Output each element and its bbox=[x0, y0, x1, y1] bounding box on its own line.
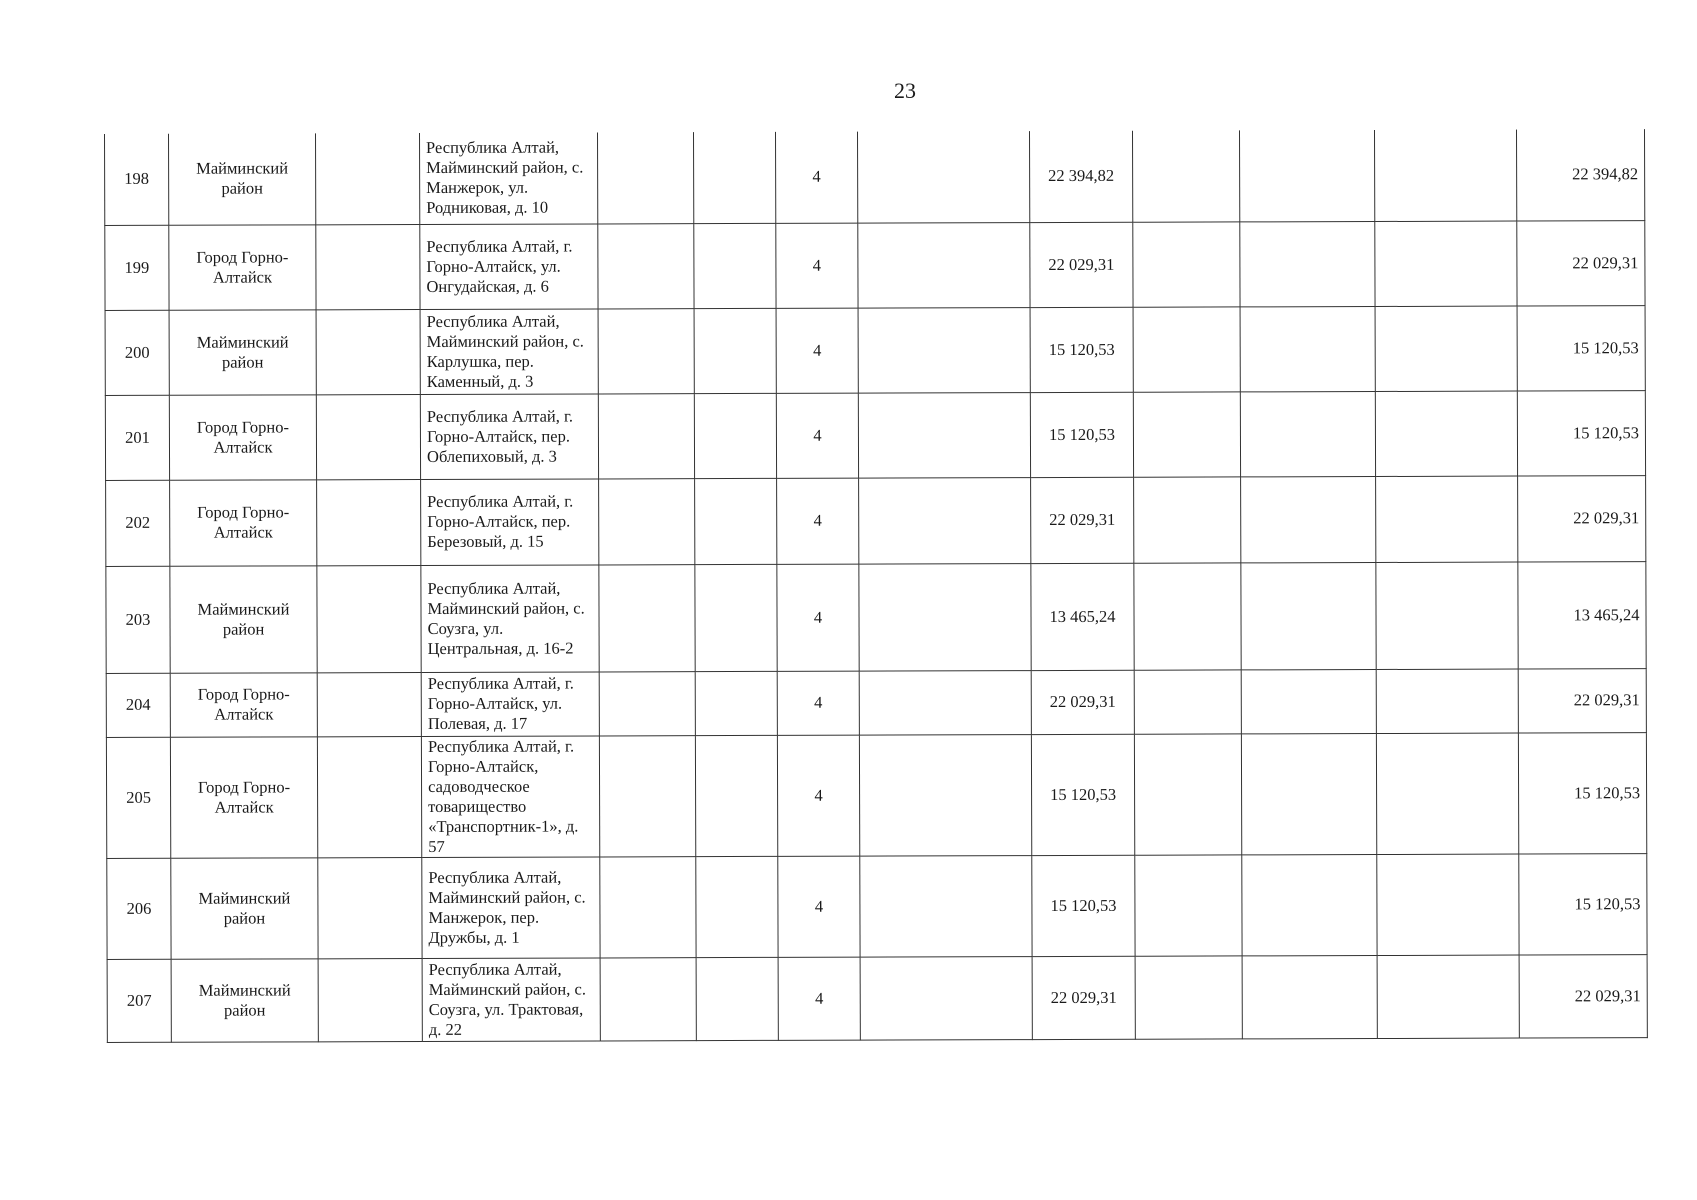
empty-cell bbox=[860, 855, 1032, 957]
empty-cell bbox=[1374, 130, 1516, 221]
table-row bbox=[105, 305, 1645, 395]
empty-cell bbox=[317, 736, 421, 857]
empty-cell bbox=[1132, 130, 1239, 221]
empty-cell bbox=[694, 223, 776, 308]
empty-cell bbox=[316, 309, 420, 394]
empty-cell bbox=[859, 477, 1031, 564]
amount-cell: 22 029,31 bbox=[1031, 477, 1134, 563]
empty-cell bbox=[693, 132, 775, 223]
address-cell: Республика Алтай, г. Горно-Алтайск, садоводческое товарищество «Транспортник-1», д. 57 bbox=[421, 735, 599, 857]
empty-cell bbox=[1377, 955, 1519, 1038]
floors-cell: 4 bbox=[775, 132, 857, 223]
empty-cell bbox=[317, 672, 421, 736]
address-cell: Республика Алтай, г. Горно-Алтайск, пер. Облепиховый, д. 3 bbox=[420, 393, 598, 479]
amount-cell: 15 120,53 bbox=[1030, 392, 1133, 477]
table-row bbox=[105, 129, 1645, 225]
floors-cell: 4 bbox=[778, 957, 860, 1040]
total-cell: 22 029,31 bbox=[1518, 475, 1646, 561]
empty-cell bbox=[858, 392, 1030, 478]
empty-cell bbox=[858, 307, 1030, 393]
empty-cell bbox=[694, 308, 776, 393]
address-cell: Республика Алтай, Майминский район, с. Соузга, ул. Трактовая, д. 22 bbox=[422, 957, 600, 1041]
total-cell: 15 120,53 bbox=[1517, 390, 1645, 475]
table-row bbox=[106, 668, 1646, 737]
address-cell: Республика Алтай, г. Горно-Алтайск, ул. Онгудайская, д. 6 bbox=[420, 223, 598, 309]
empty-cell bbox=[315, 133, 419, 224]
total-cell: 15 120,53 bbox=[1517, 305, 1645, 390]
amount-cell: 22 029,31 bbox=[1030, 222, 1133, 307]
empty-cell bbox=[599, 478, 695, 564]
empty-cell bbox=[1375, 221, 1517, 306]
empty-cell bbox=[694, 393, 776, 478]
table-body bbox=[105, 129, 1648, 1042]
empty-cell bbox=[318, 857, 422, 958]
empty-cell bbox=[1242, 854, 1377, 955]
empty-cell bbox=[600, 957, 696, 1040]
empty-cell bbox=[1376, 476, 1518, 562]
total-cell: 22 029,31 bbox=[1519, 954, 1647, 1037]
empty-cell bbox=[860, 956, 1032, 1040]
row-number: 200 bbox=[105, 310, 169, 395]
floors-cell: 4 bbox=[777, 564, 859, 671]
total-cell: 22 029,31 bbox=[1517, 220, 1645, 305]
empty-cell bbox=[1134, 562, 1241, 669]
row-number: 198 bbox=[105, 134, 169, 225]
empty-cell bbox=[1240, 391, 1375, 476]
floors-cell: 4 bbox=[776, 223, 858, 308]
address-cell: Республика Алтай, г. Горно-Алтайск, ул. Полевая, д. 17 bbox=[421, 671, 599, 736]
empty-cell bbox=[600, 856, 696, 957]
empty-cell bbox=[695, 478, 777, 564]
address-cell: Республика Алтай, Майминский район, с. Карлушка, пер. Каменный, д. 3 bbox=[420, 308, 598, 394]
empty-cell bbox=[1241, 476, 1376, 562]
empty-cell bbox=[599, 671, 695, 735]
floors-cell: 4 bbox=[776, 393, 858, 478]
total-cell: 15 120,53 bbox=[1518, 732, 1646, 853]
empty-cell bbox=[695, 564, 777, 671]
empty-cell bbox=[859, 670, 1031, 735]
district-cell: Майминский район bbox=[168, 133, 315, 224]
empty-cell bbox=[1242, 955, 1377, 1038]
empty-cell bbox=[598, 308, 694, 393]
table-row bbox=[106, 475, 1646, 566]
row-number: 203 bbox=[106, 566, 170, 673]
amount-cell: 22 029,31 bbox=[1032, 956, 1135, 1039]
table-row bbox=[106, 732, 1646, 858]
amount-cell: 22 029,31 bbox=[1031, 670, 1134, 734]
district-cell: Майминский район bbox=[171, 958, 318, 1041]
row-number: 206 bbox=[107, 858, 171, 959]
table-row bbox=[105, 220, 1645, 310]
row-number: 202 bbox=[106, 480, 170, 566]
empty-cell bbox=[1133, 221, 1240, 306]
total-cell: 22 029,31 bbox=[1518, 668, 1646, 732]
empty-cell bbox=[597, 132, 693, 223]
table-row bbox=[107, 954, 1647, 1042]
empty-cell bbox=[695, 735, 777, 856]
empty-cell bbox=[1133, 391, 1240, 476]
empty-cell bbox=[1376, 733, 1518, 854]
document-table bbox=[104, 129, 1648, 1042]
empty-cell bbox=[1135, 955, 1242, 1038]
floors-cell: 4 bbox=[778, 856, 860, 957]
amount-cell: 15 120,53 bbox=[1030, 307, 1133, 392]
empty-cell bbox=[1376, 562, 1518, 669]
empty-cell bbox=[1135, 854, 1242, 955]
empty-cell bbox=[859, 734, 1031, 856]
district-cell: Город Горно-Алтайск bbox=[170, 479, 317, 565]
row-number: 207 bbox=[107, 959, 171, 1042]
empty-cell bbox=[316, 224, 420, 309]
empty-cell bbox=[1241, 669, 1376, 733]
empty-cell bbox=[598, 393, 694, 478]
empty-cell bbox=[1134, 733, 1241, 854]
empty-cell bbox=[859, 563, 1031, 671]
empty-cell bbox=[1239, 130, 1374, 221]
empty-cell bbox=[317, 479, 421, 565]
empty-cell bbox=[1241, 733, 1376, 854]
empty-cell bbox=[696, 957, 778, 1040]
floors-cell: 4 bbox=[777, 671, 859, 735]
floors-cell: 4 bbox=[777, 735, 859, 856]
district-cell: Город Горно-Алтайск bbox=[170, 736, 317, 857]
empty-cell bbox=[598, 223, 694, 308]
row-number: 204 bbox=[106, 673, 170, 737]
empty-cell bbox=[1377, 854, 1519, 955]
empty-cell bbox=[317, 565, 421, 672]
empty-cell bbox=[1134, 669, 1241, 733]
district-cell: Майминский район bbox=[170, 565, 317, 672]
address-cell: Республика Алтай, Майминский район, с. Манжерок, ул. Родниковая, д. 10 bbox=[419, 132, 597, 224]
empty-cell bbox=[1133, 306, 1240, 391]
empty-cell bbox=[1241, 562, 1376, 669]
total-cell: 13 465,24 bbox=[1518, 561, 1646, 668]
amount-cell: 15 120,53 bbox=[1031, 734, 1134, 855]
table-row bbox=[105, 390, 1645, 480]
amount-cell: 22 394,82 bbox=[1029, 131, 1132, 222]
row-number: 199 bbox=[105, 225, 169, 310]
address-cell: Республика Алтай, Майминский район, с. Соузга, ул. Центральная, д. 16-2 bbox=[421, 564, 599, 672]
empty-cell bbox=[599, 735, 695, 856]
empty-cell bbox=[599, 564, 695, 671]
district-cell: Майминский район bbox=[169, 309, 316, 394]
amount-cell: 15 120,53 bbox=[1032, 855, 1135, 956]
empty-cell bbox=[858, 222, 1030, 308]
amount-cell: 13 465,24 bbox=[1031, 563, 1134, 670]
district-cell: Город Горно-Алтайск bbox=[170, 672, 317, 736]
address-cell: Республика Алтай, Майминский район, с. Манжерок, пер. Дружбы, д. 1 bbox=[422, 856, 600, 958]
row-number: 201 bbox=[105, 395, 169, 480]
table-row bbox=[106, 561, 1646, 673]
total-cell: 22 394,82 bbox=[1516, 129, 1644, 220]
row-number: 205 bbox=[106, 737, 170, 858]
empty-cell bbox=[1240, 306, 1375, 391]
empty-cell bbox=[695, 671, 777, 735]
district-cell: Город Горно-Алтайск bbox=[169, 224, 316, 309]
floors-cell: 4 bbox=[776, 308, 858, 393]
empty-cell bbox=[1375, 391, 1517, 476]
page-number: 23 bbox=[894, 78, 916, 103]
empty-cell bbox=[1240, 221, 1375, 306]
address-cell: Республика Алтай, г. Горно-Алтайск, пер. Березовый, д. 15 bbox=[421, 478, 599, 565]
empty-cell bbox=[1375, 306, 1517, 391]
table-row bbox=[107, 853, 1647, 959]
total-cell: 15 120,53 bbox=[1519, 853, 1647, 954]
empty-cell bbox=[857, 131, 1029, 223]
district-cell: Город Горно-Алтайск bbox=[169, 394, 316, 479]
floors-cell: 4 bbox=[777, 478, 859, 564]
district-cell: Майминский район bbox=[171, 857, 318, 958]
empty-cell bbox=[1134, 476, 1241, 562]
empty-cell bbox=[696, 856, 778, 957]
empty-cell bbox=[1376, 669, 1518, 733]
empty-cell bbox=[318, 958, 422, 1041]
empty-cell bbox=[316, 394, 420, 479]
